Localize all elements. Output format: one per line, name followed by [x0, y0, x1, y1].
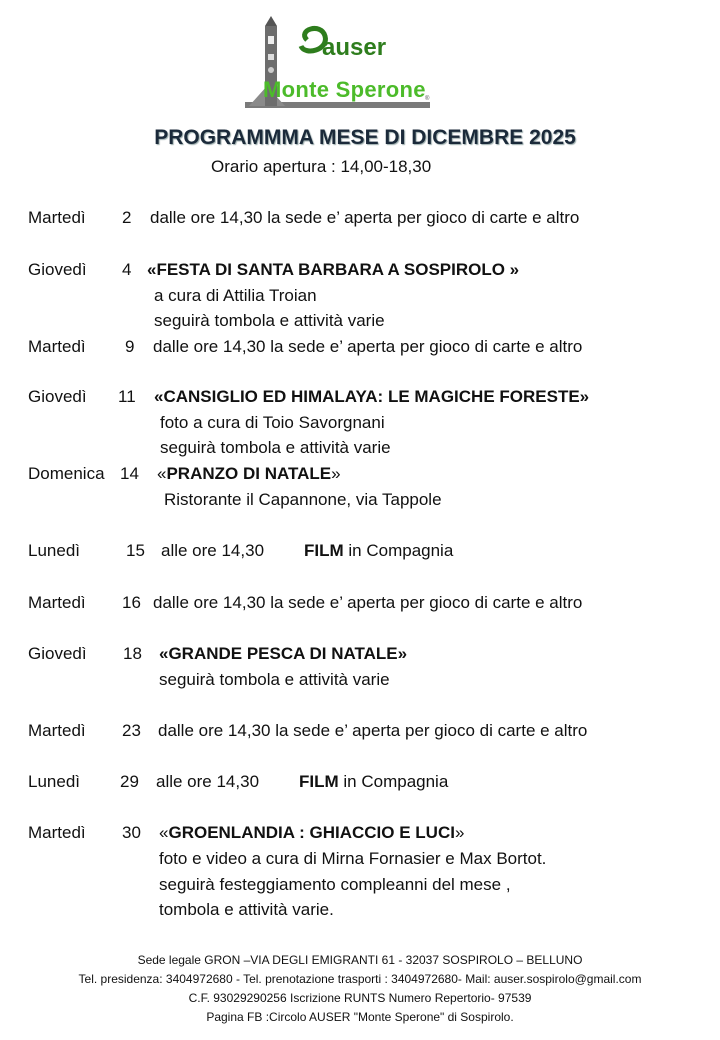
footer-registration: C.F. 93029290256 Iscrizione RUNTS Numero Repertorio- 97539 — [188, 991, 532, 1005]
event-text: in Compagnia — [343, 772, 449, 791]
event-title: PRANZO DI NATALE — [166, 464, 332, 483]
event-day: Martedì — [28, 208, 86, 227]
quote-close: » — [454, 823, 465, 842]
event-date: 9 — [125, 337, 135, 356]
event-detail: foto a cura di Toio Savorgnani — [160, 413, 385, 432]
event-text: dalle ore 14,30 la sede e’ aperta per gioco di carte e altro — [153, 337, 583, 356]
event-text: dalle ore 14,30 la sede e’ aperta per gioco di carte e altro — [153, 593, 583, 612]
event-title: FILM — [304, 541, 344, 560]
quote-open: « — [157, 464, 167, 483]
event-day: Domenica — [28, 464, 105, 483]
event-date: 16 — [122, 593, 141, 612]
event-detail: seguirà tombola e attività varie — [159, 670, 390, 689]
event-date: 2 — [122, 208, 132, 227]
event-title: FILM — [299, 772, 339, 791]
event-detail: seguirà tombola e attività varie — [160, 438, 391, 457]
event-date: 4 — [122, 260, 132, 279]
event-day: Giovedì — [28, 644, 87, 663]
quote-close: » — [331, 464, 341, 483]
opening-hours: Orario apertura : 14,00-18,30 — [211, 157, 432, 176]
event-day: Giovedì — [28, 387, 87, 406]
event-title: «GRANDE PESCA DI NATALE» — [159, 644, 408, 663]
event-detail: tombola e attività varie. — [159, 900, 334, 919]
event-date: 23 — [122, 721, 141, 740]
event-detail: Ristorante il Capannone, via Tappole — [164, 490, 442, 509]
event-time: alle ore 14,30 — [161, 541, 265, 560]
event-date: 15 — [126, 541, 145, 560]
event-time: alle ore 14,30 — [156, 772, 260, 791]
event-detail: seguirà tombola e attività varie — [154, 311, 385, 330]
page-title: PROGRAMMMA MESE DI DICEMBRE 2025 — [154, 126, 576, 149]
event-title: «CANSIGLIO ED HIMALAYA: LE MAGICHE FORESTE» — [154, 387, 590, 406]
event-detail: foto e video a cura di Mirna Fornasier e Max Bortot. — [159, 849, 547, 868]
event-text: dalle ore 14,30 la sede e’ aperta per gioco di carte e altro — [158, 721, 588, 740]
event-detail: seguirà festeggiamento compleanni del mese , — [159, 875, 511, 894]
footer-facebook: Pagina FB :Circolo AUSER "Monte Sperone" di Sospirolo. — [206, 1010, 514, 1024]
event-detail: a cura di Attilia Troian — [154, 286, 317, 305]
event-date: 18 — [123, 644, 142, 663]
event-title: «FESTA DI SANTA BARBARA A SOSPIROLO » — [147, 260, 520, 279]
event-text: in Compagnia — [348, 541, 454, 560]
event-day: Martedì — [28, 823, 86, 842]
event-date: 14 — [120, 464, 139, 483]
event-date: 30 — [122, 823, 141, 842]
event-day: Martedì — [28, 593, 86, 612]
event-day: Giovedì — [28, 260, 87, 279]
registered-mark: ® — [425, 96, 430, 102]
logo-brand-text: auser — [322, 34, 387, 61]
logo — [245, 14, 435, 112]
event-title: GROENLANDIA : GHIACCIO E LUCI — [168, 823, 455, 842]
event-text: dalle ore 14,30 la sede e’ aperta per gioco di carte e altro — [150, 208, 580, 227]
logo-place-text: Monte Sperone — [263, 77, 426, 102]
footer-address: Sede legale GRON –VIA DEGLI EMIGRANTI 61 - 32037 SOSPIROLO – BELLUNO — [137, 953, 583, 967]
event-day: Lunedì — [28, 772, 80, 791]
event-day: Martedì — [28, 337, 86, 356]
event-day: Martedì — [28, 721, 86, 740]
event-date: 29 — [120, 772, 139, 791]
event-date: 11 — [118, 387, 136, 406]
footer-contacts: Tel. presidenza: 3404972680 - Tel. prenotazione trasporti : 3404972680- Mail: auser.sospirolo@gmail.com — [78, 972, 642, 986]
event-day: Lunedì — [28, 541, 80, 560]
quote-open: « — [159, 823, 169, 842]
